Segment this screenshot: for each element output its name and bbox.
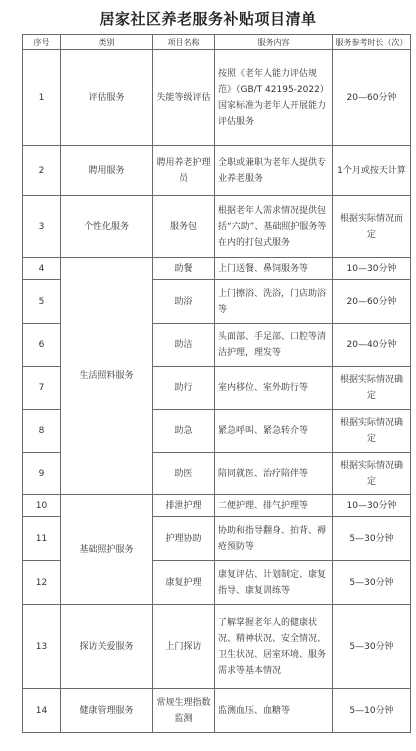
row-no: 11: [23, 517, 61, 561]
row-item: 排泄护理: [153, 495, 215, 517]
table-row: [23, 605, 411, 689]
row-time: 10—30分钟: [333, 258, 411, 280]
group-life-care: 生活照料服务: [61, 258, 153, 495]
row-no: 9: [23, 453, 61, 495]
subsidy-table: [22, 34, 411, 733]
row-no: 5: [23, 280, 61, 324]
row-item: 助浴: [153, 280, 215, 324]
row-category: 个性化服务: [61, 196, 153, 258]
row-time: 根据实际情况确定: [333, 453, 411, 495]
row-no: 10: [23, 495, 61, 517]
table-row: [23, 50, 411, 146]
table-row: [23, 689, 411, 733]
page-title: 居家社区养老服务补贴项目清单: [99, 10, 317, 28]
row-time: 20—40分钟: [333, 324, 411, 367]
table-row: [23, 495, 411, 517]
row-content: 了解掌握老年人的健康状况、精神状况、安全情况、卫生状况、居室环境、服务需求等基本情况: [215, 605, 333, 689]
header-time: 服务参考时长（次）: [333, 35, 411, 50]
table-header-row: [23, 35, 411, 50]
table-row: [23, 146, 411, 196]
row-item: 常规生理指数监测: [153, 689, 215, 733]
row-content: 上门送餐、鼻饲服务等: [215, 258, 333, 280]
row-item: 助洁: [153, 324, 215, 367]
group-basic-care: 基础照护服务: [61, 495, 153, 605]
row-item: 护理协助: [153, 517, 215, 561]
row-time: 5—30分钟: [333, 561, 411, 605]
table-row: [23, 196, 411, 258]
row-item: 助医: [153, 453, 215, 495]
row-time: 5—10分钟: [333, 689, 411, 733]
row-no: 12: [23, 561, 61, 605]
row-time: 根据实际情况而定: [333, 196, 411, 258]
row-no: 6: [23, 324, 61, 367]
header-content: 服务内容: [215, 35, 333, 50]
row-item: 服务包: [153, 196, 215, 258]
row-item: 助餐: [153, 258, 215, 280]
row-no: 2: [23, 146, 61, 196]
row-content: 监测血压、血糖等: [215, 689, 333, 733]
row-content: 二便护理、排气护理等: [215, 495, 333, 517]
row-category: 聘用服务: [61, 146, 153, 196]
row-time: 5—30分钟: [333, 605, 411, 689]
row-category: 健康管理服务: [61, 689, 153, 733]
row-time: 20—60分钟: [333, 280, 411, 324]
row-no: 13: [23, 605, 61, 689]
header-no: 序号: [23, 35, 61, 50]
row-item: 康复护理: [153, 561, 215, 605]
row-item: 助行: [153, 367, 215, 410]
row-no: 14: [23, 689, 61, 733]
row-content: 康复评估、计划制定、康复指导、康复训练等: [215, 561, 333, 605]
row-item: 上门探访: [153, 605, 215, 689]
row-no: 7: [23, 367, 61, 410]
row-content: 根据老年人需求情况提供包括“六助”、基础照护服务等在内的打包式服务: [215, 196, 333, 258]
row-time: 20—60分钟: [333, 50, 411, 146]
row-item: 助急: [153, 410, 215, 453]
header-category: 类别: [61, 35, 153, 50]
row-content: 按照《老年人能力评估规范》（GB/T 42195-2022）国家标准为老年人开展能力评估服务: [215, 50, 333, 146]
row-item: 聘用养老护理员: [153, 146, 215, 196]
row-time: 根据实际情况确定: [333, 367, 411, 410]
row-content: 紧急呼叫、紧急转介等: [215, 410, 333, 453]
row-content: 全职或兼职为老年人提供专业养老服务: [215, 146, 333, 196]
row-content: 协助和指导翻身、拍背、褥疮预防等: [215, 517, 333, 561]
row-no: 4: [23, 258, 61, 280]
row-no: 1: [23, 50, 61, 146]
header-item: 项目名称: [153, 35, 215, 50]
row-content: 室内移位、室外助行等: [215, 367, 333, 410]
row-time: 5—30分钟: [333, 517, 411, 561]
row-content: 上门擦浴、洗浴，门店助浴等: [215, 280, 333, 324]
row-category: 探访关爱服务: [61, 605, 153, 689]
row-time: 1个月或按天计算: [333, 146, 411, 196]
row-no: 3: [23, 196, 61, 258]
row-time: 10—30分钟: [333, 495, 411, 517]
row-time: 根据实际情况确定: [333, 410, 411, 453]
row-item: 失能等级评估: [153, 50, 215, 146]
table-row: [23, 258, 411, 280]
row-category: 评估服务: [61, 50, 153, 146]
row-content: 陪同就医、治疗陪伴等: [215, 453, 333, 495]
row-no: 8: [23, 410, 61, 453]
row-content: 头面部、手足部、口腔等清洁护理，理发等: [215, 324, 333, 367]
